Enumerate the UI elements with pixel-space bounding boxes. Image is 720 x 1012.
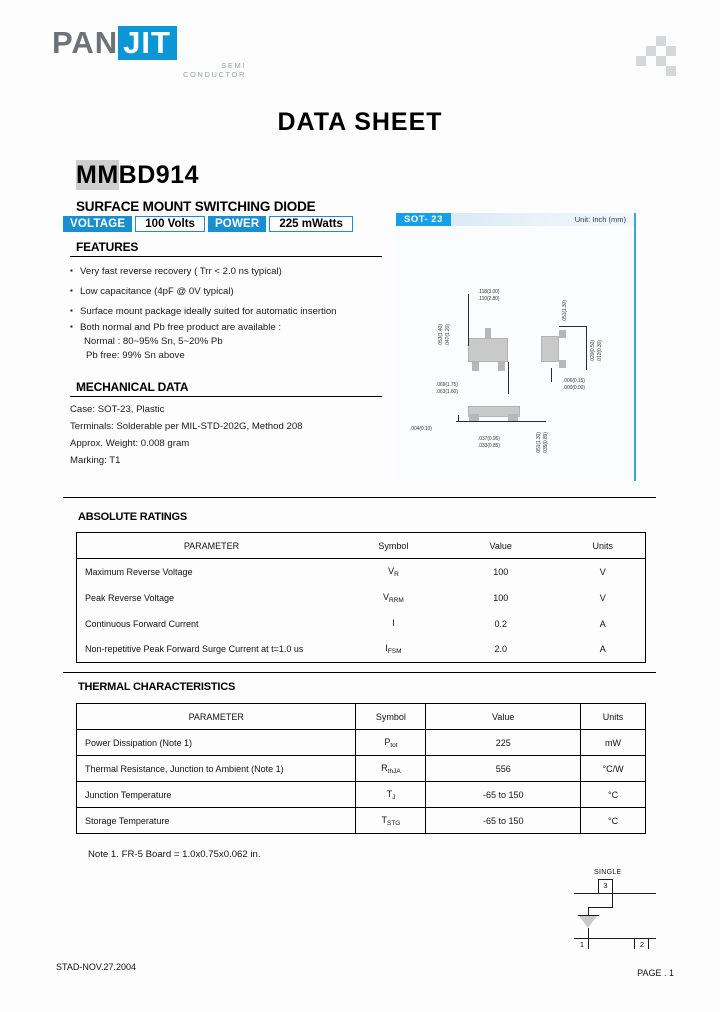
abs-row3-symbol xyxy=(346,611,441,637)
bullet-icon: ▪ xyxy=(70,266,73,275)
schematic-top-rail xyxy=(574,893,656,894)
table-header-row xyxy=(77,533,646,559)
abs-col-value: Value xyxy=(441,533,561,559)
package-topview-body xyxy=(468,338,508,362)
mechanical-item-2: Terminals: Solderable per MIL-STD-202G, Method 208 xyxy=(70,421,303,432)
dim-bottom-len-min: .033(0.85) xyxy=(478,443,500,449)
thm-row2-symbol xyxy=(356,756,426,782)
abs-row1-units: V xyxy=(599,566,606,577)
footnote-1: Note 1. FR-5 Board = 1.0x0.75x0.062 in. xyxy=(88,849,261,860)
spec-badges xyxy=(63,216,356,232)
package-header xyxy=(396,213,634,226)
thm-col-units: Units xyxy=(581,704,646,730)
power-value: 225 mWatts xyxy=(269,216,353,232)
page-title: DATA SHEET xyxy=(277,108,443,136)
symbol-sub: RRM xyxy=(389,596,404,604)
logo-subtext-line2: CONDUCTOR xyxy=(182,70,246,79)
footer-document-code: STAD-NOV.27.2004 xyxy=(56,962,137,972)
dim-top-width-min: .110(2.80) xyxy=(478,296,500,302)
schematic-label: SINGLE xyxy=(594,869,622,876)
abs-col-parameter: PARAMETER xyxy=(77,533,347,559)
package-bottomview-lead-right xyxy=(508,414,518,421)
feature-text: Low capacitance (4pF @ 0V typical) xyxy=(80,286,234,297)
absolute-ratings-title: ABSOLUTE RATINGS xyxy=(78,511,188,523)
symbol-sub: tot xyxy=(390,741,398,749)
feature-item-1 xyxy=(70,265,282,278)
dim-line-bottom xyxy=(456,421,546,422)
logo-jit-text: JIT xyxy=(118,26,177,60)
thm-row4-symbol xyxy=(356,808,426,834)
dim-line-top-vertical-right xyxy=(508,362,509,394)
bullet-icon: ▪ xyxy=(70,286,73,295)
voltage-label: VOLTAGE xyxy=(63,216,132,232)
thm-row1-value: 225 xyxy=(426,730,581,756)
table-row xyxy=(77,559,646,585)
symbol-base: I xyxy=(385,643,388,654)
table-row xyxy=(77,808,646,834)
features-rule xyxy=(70,256,382,257)
abs-row2-parameter: Peak Reverse Voltage xyxy=(85,592,175,603)
thm-col-parameter: PARAMETER xyxy=(77,704,356,730)
diode-anode-triangle xyxy=(579,916,597,928)
dim-side-depth-min: .012(0.30) xyxy=(597,340,603,362)
feature-item-3 xyxy=(70,305,337,318)
package-topview-lead-br xyxy=(498,362,505,371)
symbol-base: R xyxy=(381,762,388,773)
dim-side-lead-min: .000(0.00) xyxy=(563,385,585,391)
symbol-base: P xyxy=(384,736,391,747)
bullet-icon: ▪ xyxy=(70,322,73,331)
dim-left-height-max: .053(1.40) xyxy=(438,324,444,346)
table-row xyxy=(77,585,646,611)
dim-side-depth-max: .020(0.50) xyxy=(590,340,596,362)
thm-row2-value: 556 xyxy=(426,756,581,782)
part-number-rest: BD914 xyxy=(118,161,199,189)
mechanical-rule xyxy=(70,396,382,397)
thm-row4-value: -65 to 150 xyxy=(426,808,581,834)
thm-row2-units: °C/W xyxy=(581,756,646,782)
logo-subtext xyxy=(52,61,252,79)
symbol-base: T xyxy=(386,788,393,799)
part-number xyxy=(76,160,199,190)
panjit-logo xyxy=(52,26,252,84)
feature-text: Very fast reverse recovery ( Trr < 2.0 ns typical) xyxy=(80,266,282,277)
feature-subitem-2: Pb free: 99% Sn above xyxy=(86,350,185,361)
pin1-tick xyxy=(588,938,589,949)
pin-number-2: 2 xyxy=(639,940,645,949)
dim-bottom-left: .004(0.10) xyxy=(410,426,432,432)
decorative-squares xyxy=(636,36,676,76)
dim-bottom-len-max: .037(0.95) xyxy=(478,436,500,442)
thm-row4-units: °C xyxy=(581,808,646,834)
feature-text: Both normal and Pb free product are available : xyxy=(80,322,282,333)
thermal-characteristics-table xyxy=(76,703,646,834)
thm-col-symbol: Symbol xyxy=(356,704,426,730)
bullet-icon: ▪ xyxy=(70,306,73,315)
symbol-sub: STG xyxy=(387,819,401,827)
schematic-diagram xyxy=(556,865,676,955)
thm-row2-parameter: Thermal Resistance, Junction to Ambient (Note 1) xyxy=(77,756,356,782)
dim-side-lead-max: .006(0.15) xyxy=(563,378,585,384)
symbol-base: V xyxy=(383,591,390,602)
dim-lead-span-max: .069(1.75) xyxy=(436,382,458,388)
package-type-tag: SOT- 23 xyxy=(396,213,451,226)
dim-lead-span-min: .063(1.60) xyxy=(436,389,458,395)
part-number-highlight: MM xyxy=(76,161,119,189)
package-topview-lead-top xyxy=(485,328,491,338)
abs-row4-units: A xyxy=(599,644,606,655)
abs-row3-parameter: Continuous Forward Current xyxy=(85,618,199,629)
thm-row1-symbol xyxy=(356,730,426,756)
mechanical-item-4: Marking: T1 xyxy=(70,455,121,466)
schematic-diode-stem xyxy=(588,907,589,915)
feature-item-4 xyxy=(70,321,281,334)
abs-row1-value: 100 xyxy=(493,566,509,577)
abs-row1-parameter: Maximum Reverse Voltage xyxy=(85,566,193,577)
package-unit-label: Unit: Inch (mm) xyxy=(574,215,626,224)
features-title: FEATURES xyxy=(76,240,139,254)
abs-top-rule xyxy=(63,497,656,498)
abs-row3-units: A xyxy=(599,618,606,629)
thm-row3-parameter: Junction Temperature xyxy=(77,782,356,808)
power-label: POWER xyxy=(208,216,266,232)
voltage-value: 100 Volts xyxy=(135,216,205,232)
thm-row3-units: °C xyxy=(581,782,646,808)
dim-line-top-vertical-left xyxy=(468,294,469,346)
abs-row2-units: V xyxy=(599,592,606,603)
thermal-title: THERMAL CHARACTERISTICS xyxy=(78,681,236,693)
mechanical-item-1: Case: SOT-23, Plastic xyxy=(70,404,165,415)
abs-col-symbol: Symbol xyxy=(346,533,441,559)
feature-item-2 xyxy=(70,285,234,298)
logo-subtext-line1: SEMI xyxy=(221,61,246,70)
mechanical-item-3: Approx. Weight: 0.008 gram xyxy=(70,438,190,449)
table-row xyxy=(77,730,646,756)
thermal-top-rule xyxy=(63,672,656,673)
thm-row3-symbol xyxy=(356,782,426,808)
symbol-base: V xyxy=(388,565,395,576)
mechanical-title: MECHANICAL DATA xyxy=(76,380,189,394)
thm-row1-units: mW xyxy=(581,730,646,756)
package-sideview-lead-bottom xyxy=(559,360,566,368)
symbol-sub: R xyxy=(394,570,399,578)
abs-row4-value: 2.0 xyxy=(494,644,507,655)
abs-row2-value: 100 xyxy=(493,592,509,603)
dim-line-bottom-tick xyxy=(458,415,459,422)
abs-row4-parameter: Non-repetitive Peak Forward Surge Current at t=1.0 us xyxy=(85,644,304,655)
symbol-sub: J xyxy=(392,793,396,801)
abs-row2-symbol xyxy=(346,585,441,611)
pin2-tick-right xyxy=(648,938,649,949)
feature-text: Surface mount package ideally suited for automatic insertion xyxy=(80,306,337,317)
dim-line-side-horizontal xyxy=(559,326,587,327)
dim-side-height-span: .051(1.30) xyxy=(562,300,568,322)
logo-wordmark xyxy=(52,26,252,60)
symbol-base: I xyxy=(392,617,395,628)
dim-bottom-thk-min: .035(0.89) xyxy=(543,432,549,454)
table-row xyxy=(77,637,646,663)
dim-line-side-vertical xyxy=(586,326,587,370)
table-row xyxy=(77,756,646,782)
dim-top-width-max: .118(3.00) xyxy=(478,289,500,295)
package-drawing-body xyxy=(396,226,634,479)
symbol-base: T xyxy=(381,814,387,825)
dim-bottom-thk-max: .051(1.30) xyxy=(536,432,542,454)
logo-pan-text: PAN xyxy=(52,25,119,60)
feature-subitem-1: Normal : 80~95% Sn, 5~20% Pb xyxy=(84,336,223,347)
package-topview-lead-bl xyxy=(472,362,479,371)
symbol-sub: FSM xyxy=(387,648,402,656)
abs-row3-value: 0.2 xyxy=(494,618,507,629)
footer-page-number: PAGE . 1 xyxy=(637,968,674,978)
thm-row3-value: -65 to 150 xyxy=(426,782,581,808)
dim-line-side-lead xyxy=(551,368,552,382)
pin2-tick xyxy=(634,938,635,949)
absolute-ratings-table xyxy=(76,532,646,663)
table-header-row xyxy=(77,704,646,730)
schematic-drop-vertical xyxy=(612,893,613,908)
abs-row1-symbol xyxy=(346,559,441,585)
package-drawing-panel xyxy=(396,213,636,481)
pin-number-1: 1 xyxy=(579,940,585,949)
package-sideview-lead-top xyxy=(559,330,566,338)
package-bottomview-lead-left xyxy=(469,414,479,421)
table-row xyxy=(77,611,646,637)
symbol-sub: thJA xyxy=(387,767,401,775)
product-subtitle: SURFACE MOUNT SWITCHING DIODE xyxy=(76,199,316,214)
package-sideview-body xyxy=(541,336,559,362)
schematic-drop-horizontal xyxy=(588,907,613,908)
abs-row4-symbol xyxy=(346,637,441,663)
thm-col-value: Value xyxy=(426,704,581,730)
dim-left-height-min: .047(1.20) xyxy=(445,324,451,346)
thm-row1-parameter: Power Dissipation (Note 1) xyxy=(77,730,356,756)
abs-col-units: Units xyxy=(561,533,646,559)
diode-lead-down xyxy=(588,928,589,938)
table-row xyxy=(77,782,646,808)
pin-number-3: 3 xyxy=(603,881,608,890)
thm-row4-parameter: Storage Temperature xyxy=(77,808,356,834)
